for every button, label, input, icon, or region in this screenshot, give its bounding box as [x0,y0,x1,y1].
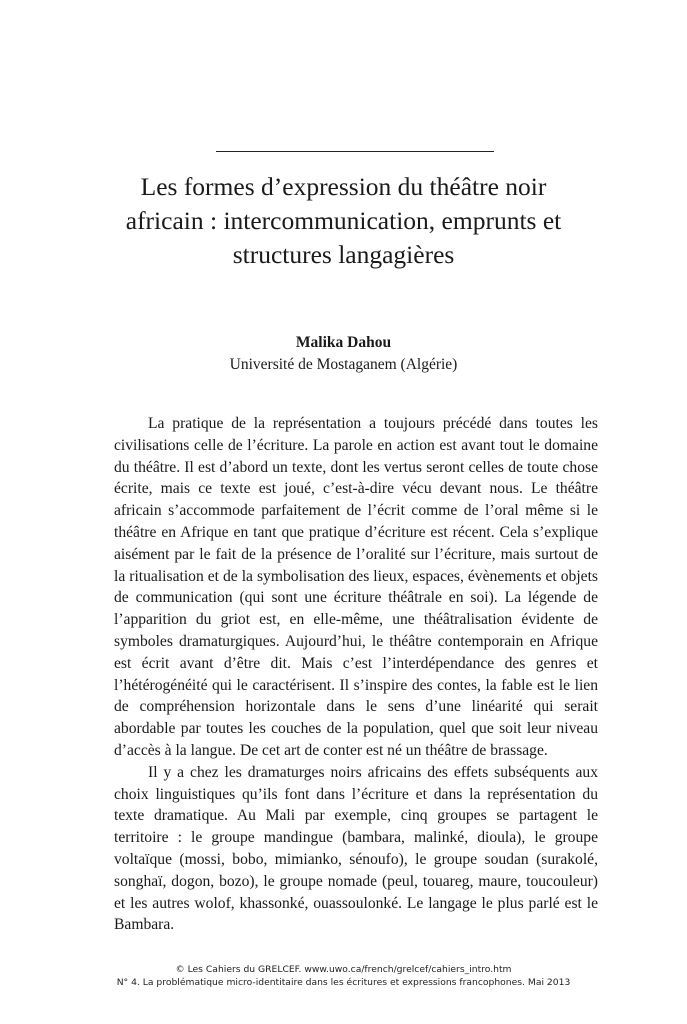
footer-issue-info: N° 4. La problématique micro-identitaire dans les écritures et expressions francophones. Mai 2013 [116,977,571,988]
page-footer [60,963,627,989]
footer-copyright: © Les Cahiers du GRELCEF. www.uwo.ca/french/grelcef/cahiers_intro.htm [175,964,512,975]
title-line-3: structures langagières [232,240,455,269]
article-body [114,413,598,936]
article-title [80,170,607,272]
author-affiliation: Université de Mostaganem (Algérie) [229,356,458,373]
body-paragraph-1: La pratique de la représentation a toujours précédé dans toutes les civilisations celle de l’écriture. La parole en action est avant tout le domaine du théâtre. Il est d’abord un texte, dont les vertus seront celles de toute chose écrite, mais ce texte est joué, c’est-à-dire vécu devant nous. Le théâtre africain s’accommode parfaitement de l’écrit comme de l’oral même si le théâtre en Afrique en tant que pratique d’écriture est récent. Cela s’explique aisément par le fait de la présence de l’oralité sur l’écriture, mais surtout de la ritualisation et de la symbolisation des lieux, espaces, évènements et objets de communication (qui sont une écriture théâtrale en soi). La légende de l’apparition du griot est, en elle-même, une théâtralisation évidente de symboles dramaturgiques. Aujourd’hui, le théâtre contemporain en Afrique est écrit avant d’être dit. Mais c’est l’interdépendance des genres et l’hétérogénéité qui le caractérisent. Il s’inspire des contes, la fable est le lien de compréhension horizontale dans le sens d’une linéarité qui serait abordable par toutes les couches de la population, quel que soit leur niveau d’accès à la langue. De cet art de conter est né un théâtre de brassage. [114,415,598,759]
title-line-2: africain : intercommunication, emprunts et [125,206,562,235]
title-separator-rule [216,151,494,152]
title-line-1: Les formes d’expression du théâtre noir [140,172,547,201]
author-name: Malika Dahou [295,334,392,351]
body-paragraph-2: Il y a chez les dramaturges noirs africains des effets subséquents aux choix linguistiques qu’ils font dans l’écriture et dans la représentation du texte dramatique. Au Mali par exemple, cinq groupes se partagent le territoire : le groupe mandingue (bambara, malinké, dioula), le groupe voltaïque (mossi, bobo, mimianko, sénoufo), le groupe soudan (surakolé, songhaï, dogon, bozo), le groupe nomade (peul, touareg, maure, toucouleur) et les autres wolof, khassonké, ouassoulonké. Le langage le plus parlé est le Bambara. [114,763,598,934]
